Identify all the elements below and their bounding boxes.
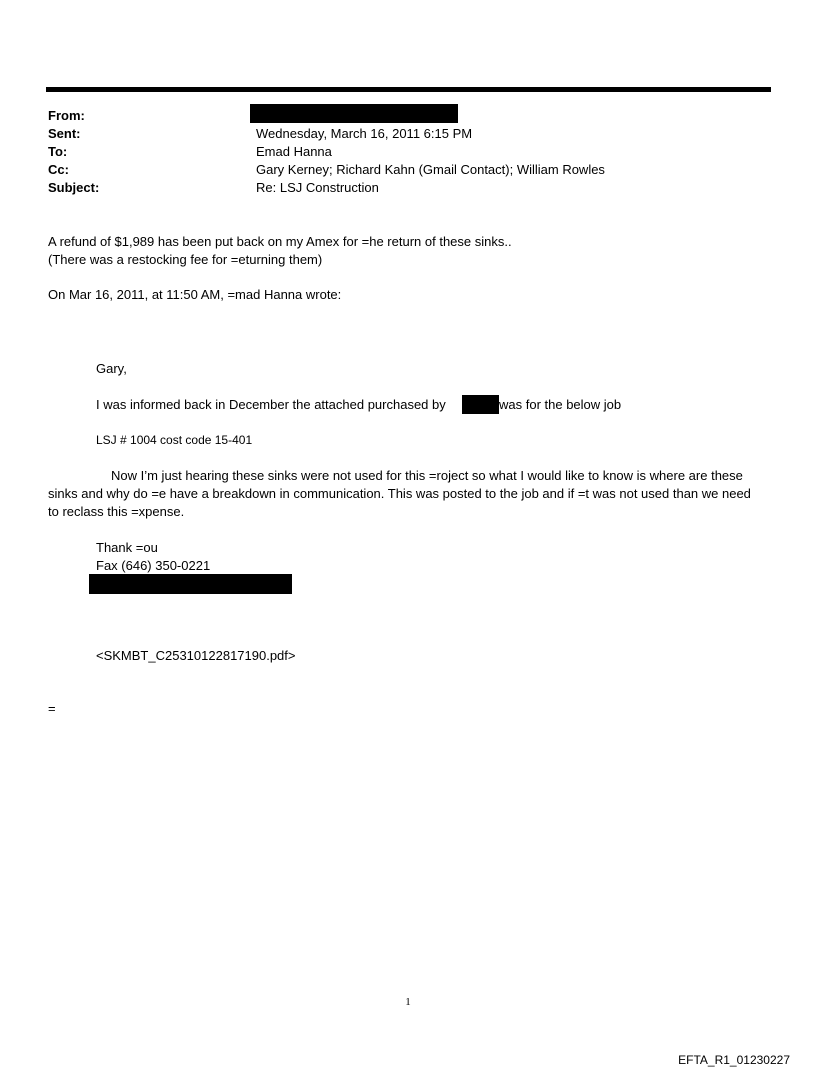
cc-value: Gary Kerney; Richard Kahn (Gmail Contact); William Rowles: [256, 162, 605, 177]
redacted-signature: [89, 574, 292, 594]
cc-label: Cc:: [48, 162, 69, 177]
to-label: To:: [48, 144, 68, 159]
subject-value: Re: LSJ Construction: [256, 180, 379, 195]
thanks-line: Thank =ou: [96, 540, 158, 555]
greeting: Gary,: [96, 361, 127, 376]
sent-label: Sent:: [48, 126, 81, 141]
to-value: Emad Hanna: [256, 144, 332, 159]
document-id: EFTA_R1_01230227: [678, 1053, 790, 1067]
sent-value: Wednesday, March 16, 2011 6:15 PM: [256, 126, 473, 141]
attachment-name: <SKMBT_C25310122817190.pdf>: [96, 648, 296, 663]
paragraph-first-line: Now I’m just hearing these sinks were not used for this =roject so what I would like to know is where are these: [111, 468, 743, 483]
paragraph-rest: sinks and why do =e have a breakdown in communication. This was posted to the job and if =t was not used than we need to reclass this =xpense.: [48, 486, 751, 519]
redacted-purchaser: [462, 395, 499, 414]
header-rule: [46, 87, 771, 92]
subject-label: Subject:: [48, 180, 100, 195]
trailer-equals: =: [48, 701, 56, 716]
refund-line: A refund of $1,989 has been put back on my Amex for =he return of these sinks..: [48, 234, 512, 249]
informed-line-start: I was informed back in December the attached purchased by: [96, 397, 446, 412]
informed-line-end: was for the below job: [499, 397, 622, 412]
redacted-from-value: [250, 104, 458, 123]
page-number: 1: [405, 996, 411, 1008]
fax-line: Fax (646) 350-0221: [96, 558, 211, 573]
restocking-line: (There was a restocking fee for =eturning them): [48, 252, 323, 267]
from-label: From:: [48, 108, 85, 123]
job-code: LSJ # 1004 cost code 15-401: [96, 433, 253, 447]
quote-intro: On Mar 16, 2011, at 11:50 AM, =mad Hanna wrote:: [48, 287, 342, 302]
